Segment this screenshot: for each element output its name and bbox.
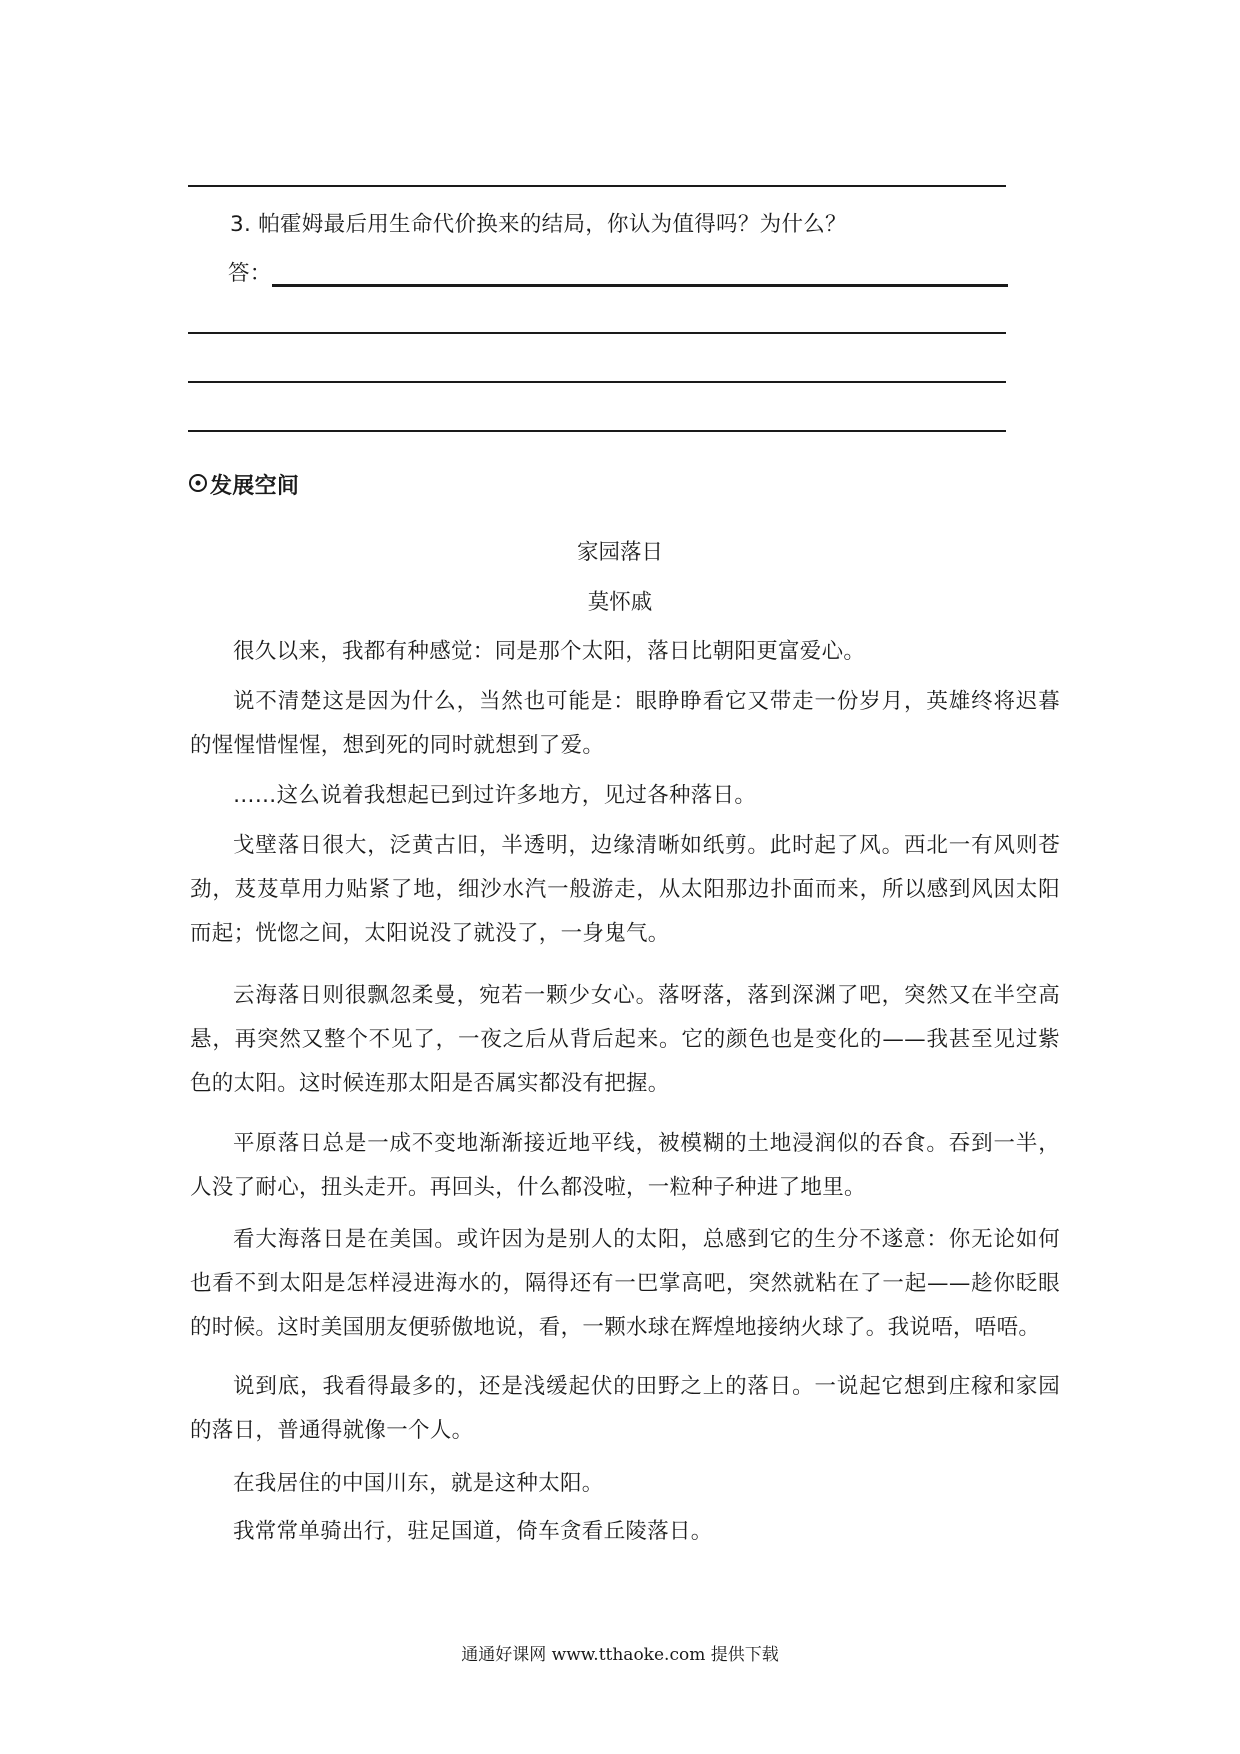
- section-heading: [188, 472, 299, 502]
- answer-line-1[interactable]: [272, 284, 1008, 287]
- paragraph: 云海落日则很飘忽柔曼，宛若一颗少女心。落呀落，落到深渊了吧，突然又在半空高悬，再突然又整个不见了，一夜之后从背后起来。它的颜色也是变化的——我甚至见过紫色的太阳。这时候连那太阳是否属实都没有把握。: [190, 983, 1060, 1096]
- article-title: 家园落日: [576, 540, 663, 565]
- paragraph: ……这么说着我想起已到过许多地方，见过各种落日。: [233, 783, 757, 808]
- article-author: 莫怀戚: [587, 590, 653, 615]
- section-title: 发展空间: [210, 474, 300, 499]
- answer-line-3[interactable]: [188, 381, 1006, 383]
- answer-line-top: [188, 185, 1006, 187]
- paragraph: 看大海落日是在美国。或许因为是别人的太阳，总感到它的生分不遂意：你无论如何也看不到太阳是怎样浸进海水的，隔得还有一巴掌高吧，突然就粘在了一起——趁你眨眼的时候。这时美国朋友便骄傲地说，看，一颗水球在辉煌地接纳火球了。我说唔，唔唔。: [190, 1227, 1060, 1340]
- paragraph: 在我居住的中国川东，就是这种太阳。: [233, 1471, 604, 1496]
- answer-label: 答：: [228, 261, 272, 286]
- paragraph: 说不清楚这是因为什么，当然也可能是：眼睁睁看它又带走一份岁月，英雄终将迟暮的惺惺惜惺惺，想到死的同时就想到了爱。: [190, 689, 1060, 758]
- answer-line-2[interactable]: [188, 332, 1006, 334]
- answer-line-4[interactable]: [188, 430, 1006, 432]
- question-3-text: 3. 帕霍姆最后用生命代价换来的结局，你认为值得吗？为什么？: [230, 212, 847, 237]
- paragraph: 戈壁落日很大，泛黄古旧，半透明，边缘清晰如纸剪。此时起了风。西北一有风则苍劲，芨芨草用力贴紧了地，细沙水汽一般游走，从太阳那边扑面而来，所以感到风因太阳而起；恍惚之间，太阳说没了就没了，一身鬼气。: [190, 833, 1060, 946]
- paragraph: 说到底，我看得最多的，还是浅缓起伏的田野之上的落日。一说起它想到庄稼和家园的落日，普通得就像一个人。: [190, 1374, 1060, 1443]
- page-footer: 通通好课网 www.tthaoke.com 提供下载: [461, 1645, 779, 1665]
- circled-dot-icon: [188, 472, 208, 502]
- paragraph: 我常常单骑出行，驻足国道，倚车贪看丘陵落日。: [233, 1519, 713, 1544]
- paragraph: 平原落日总是一成不变地渐渐接近地平线，被模糊的土地浸润似的吞食。吞到一半，人没了耐心，扭头走开。再回头，什么都没啦，一粒种子种进了地里。: [190, 1131, 1060, 1200]
- paragraph: 很久以来，我都有种感觉：同是那个太阳，落日比朝阳更富爱心。: [233, 639, 866, 664]
